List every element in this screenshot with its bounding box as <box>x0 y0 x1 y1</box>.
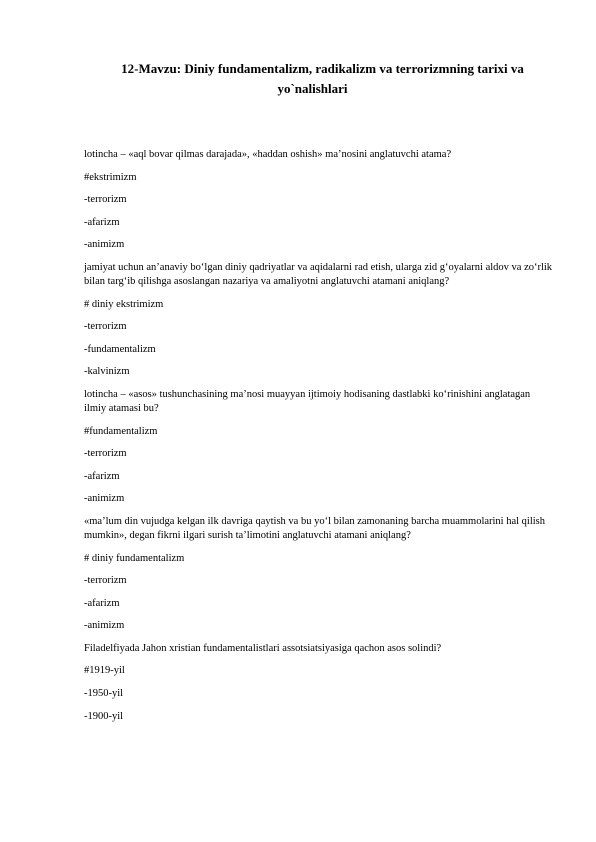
answer-option: -terrorizm <box>84 321 127 333</box>
answer-option: # diniy ekstrimizm <box>84 298 164 310</box>
answer-option: #1919-yil <box>84 665 125 677</box>
answer-option: -afarizm <box>84 470 120 482</box>
answer-option: -1950-yil <box>84 688 124 700</box>
question-text: «ma’lum din vujudga kelgan ilk davriga qaytish va bu yo‘l bilan zamonaning barcha muammolarini hal qilish mumkin», degan fikrni ilgari surish ta’limotini anglatuvchi atamani aniqlang? <box>84 515 546 541</box>
answer-option: -terrorizm <box>84 448 127 460</box>
answer-option: -terrorizm <box>84 575 127 587</box>
answer-option: -animizm <box>84 493 125 505</box>
question-block <box>84 261 554 379</box>
answer-option: -kalvinizm <box>84 366 130 378</box>
question-block <box>84 148 554 252</box>
answer-option: -1900-yil <box>84 710 124 722</box>
answer-option: -afarizm <box>84 597 120 609</box>
answer-option: -animizm <box>84 239 125 251</box>
answer-option: -afarizm <box>84 216 120 228</box>
question-block <box>84 515 554 633</box>
question-text: jamiyat uchun an’anaviy bo‘lgan diniy qadriyatlar va aqidalarni rad etish, ularga zid g‘oyalarni aldov va zo‘rlik bilan targ‘ib qilishga asoslangan nazariya va amaliyotni anglatuvchi atamani aniqlang? <box>84 261 553 287</box>
answer-option: -animizm <box>84 620 125 632</box>
answer-option: #fundamentalizm <box>84 425 158 437</box>
document-title: 12-Mavzu: Diniy fundamentalizm, radikalizm va terrorizmning tarixi va yo`nalishlari <box>121 61 524 96</box>
answer-option: #ekstrimizm <box>84 171 137 183</box>
question-block <box>84 642 554 724</box>
answer-option: -terrorizm <box>84 194 127 206</box>
document-body <box>84 148 554 732</box>
answer-option: # diniy fundamentalizm <box>84 552 185 564</box>
question-text: lotincha – «aql bovar qilmas darajada», «haddan oshish» ma’nosini anglatuvchi atama? <box>84 149 452 160</box>
question-text: Filadelfiyada Jahon xristian fundamentalistlari assotsiatsiyasiga qachon asos solindi? <box>84 642 442 654</box>
question-text: lotincha – «asos» tushunchasining ma’nosi muayyan ijtimoiy hodisaning dastlabki ko‘rinishini anglatagan ilmiy atamasi bu? <box>84 388 531 414</box>
answer-option: -fundamentalizm <box>84 343 156 355</box>
question-block <box>84 388 554 506</box>
